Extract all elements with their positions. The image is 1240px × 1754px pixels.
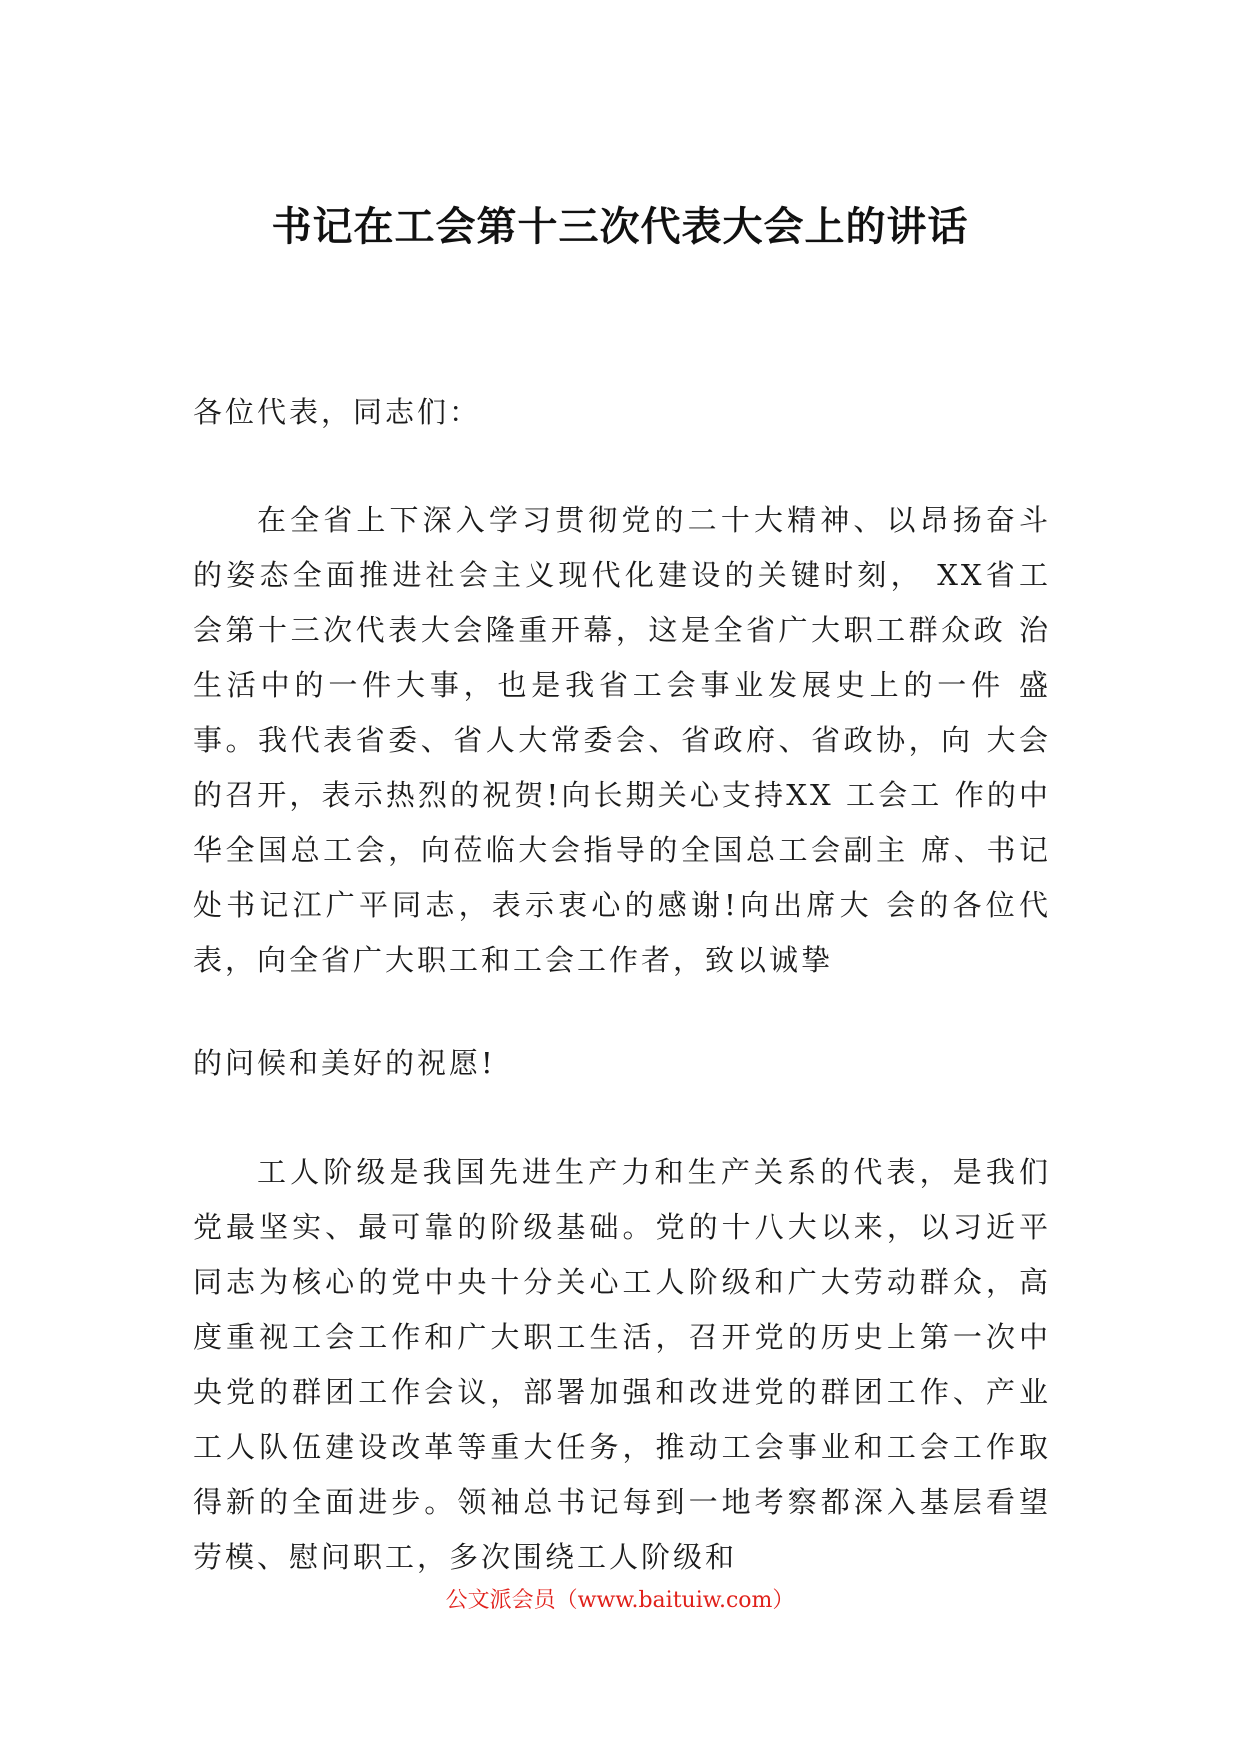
paragraph-1-tail: 的问候和美好的祝愿! (193, 1046, 496, 1080)
paragraph-2: 工人阶级是我国先进生产力和生产关系的代表，是我们党最坚实、最可靠的阶级基础。党的十八大以来，以习近平同志为核心的党中央十分关心工人阶级和广大劳动群众，高度重视工会工作和广大职工生活，召开党的历史上第一次中央党的群团工作会议，部署加强和改进党的群团工作、产业工人队伍建设改革等重大任务，推动工会事业和工会工作取得新的全面进步。领袖总书记每到一地考察都深入基层看望劳模、慰问职工，多次围绕工人阶级和 (193, 1155, 1051, 1574)
footer-watermark: 公文派会员（www.baituiw.com） (445, 1588, 795, 1613)
paragraph-1: 在全省上下深入学习贯彻党的二十大精神、以昂扬奋斗的姿态全面推进社会主义现代化建设的关键时刻， XX省工 会第十三次代表大会隆重开幕，这是全省广大职工群众政 治生活中的一件大事，也是我省工会事业发展史上的一件 盛事。我代表省委、省人大常委会、省政府、省政协，向 大会的召开，表示热烈的祝贺!向长期关心支持XX 工会工 作的中华全国总工会，向莅临大会指导的全国总工会副主 席、书记处书记江广平同志，表示衷心的感谢!向出席大 会的各位代表，向全省广大职工和工会工作者，致以诚挚 (193, 503, 1051, 977)
greeting: 各位代表，同志们： (193, 395, 482, 429)
document-title: 书记在工会第十三次代表大会上的讲话 (271, 203, 969, 250)
